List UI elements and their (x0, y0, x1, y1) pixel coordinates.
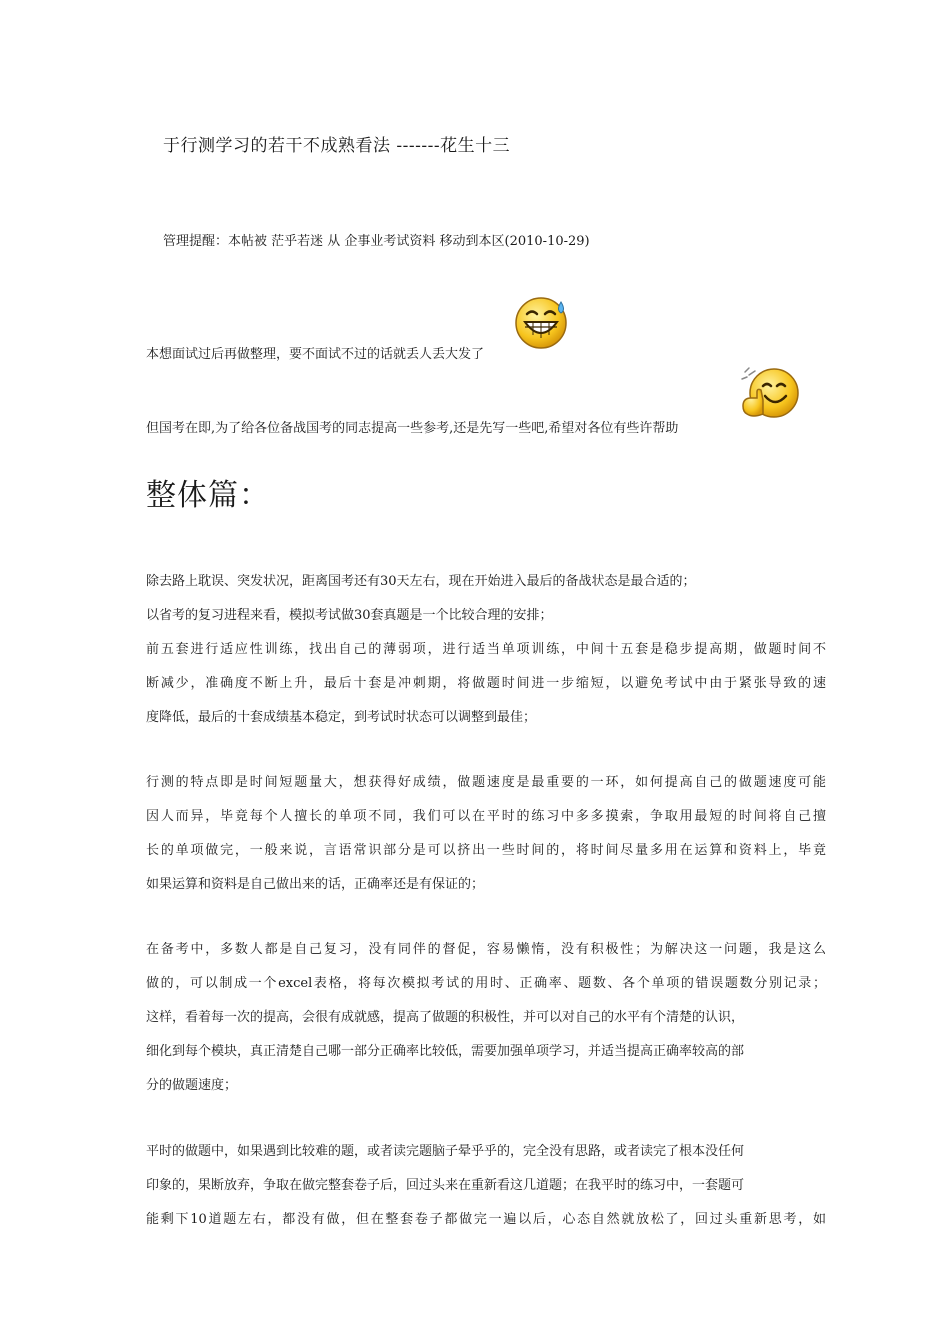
section-heading: 整体篇： (146, 478, 270, 513)
paragraph-line: 因人而异，毕竟每个人擅长的单项不同，我们可以在平时的练习中多多摸索，争取用最短的时间将自己擅 (146, 809, 826, 824)
paragraph-line: 分的做题速度； (146, 1078, 238, 1093)
paragraph-line: 长的单项做完，一般来说，言语常识部分是可以挤出一些时间的，将时间尽量多用在运算和资料上，毕竟 (146, 843, 826, 858)
admin-notice: 管理提醒：本帖被 茫乎若迷 从 企事业考试资料 移动到本区(2010-10-29) (163, 234, 590, 249)
paragraph-line: 断减少，准确度不断上升，最后十套是冲刺期，将做题时间进一步缩短，以避免考试中由于紧张导致的速 (146, 676, 826, 691)
paragraph-line: 除去路上耽误、突发状况，距离国考还有30天左右，现在开始进入最后的备战状态是最合适的； (146, 574, 696, 589)
thumbs-up-emoji-icon (739, 366, 801, 424)
paragraph-line: 平时的做题中，如果遇到比较难的题，或者读完题脑子晕乎乎的，完全没有思路，或者读完了根本没任何 (146, 1144, 745, 1159)
paragraph-line: 如果运算和资料是自己做出来的话，正确率还是有保证的； (146, 877, 485, 892)
paragraph-4 (146, 1135, 826, 1237)
paragraph-line: 度降低，最后的十套成绩基本稳定，到考试时状态可以调整到最佳； (146, 710, 537, 725)
paragraph-line: 前五套进行适应性训练，找出自己的薄弱项，进行适当单项训练，中间十五套是稳步提高期，做题时间不 (146, 642, 826, 657)
paragraph-line: 行测的特点即是时间短题量大，想获得好成绩，做题速度是最重要的一环，如何提高自己的做题速度可能 (146, 775, 826, 790)
paragraph-line: 在备考中，多数人都是自己复习，没有同伴的督促，容易懒惰，没有积极性；为解决这一问题，我是这么 (146, 942, 826, 957)
intro-line-2: 但国考在即,为了给各位备战国考的同志提高一些参考,还是先写一些吧,希望对各位有些许帮助 (146, 421, 679, 436)
paragraph-line: 细化到每个模块，真正清楚自己哪一部分正确率比较低，需要加强单项学习，并适当提高正确率较高的部 (146, 1044, 745, 1059)
paragraph-line: 印象的，果断放弃，争取在做完整套卷子后，回过头来在重新看这几道题；在我平时的练习中，一套题可 (146, 1178, 745, 1193)
paragraph-line: 能剩下10道题左右，都没有做，但在整套卷子都做完一遍以后，心态自然就放松了，回过头重新思考，如 (146, 1212, 826, 1227)
paragraph-1 (146, 565, 826, 735)
paragraph-line: 这样，看着每一次的提高，会很有成就感，提高了做题的积极性，并可以对自己的水平有个清楚的认识， (146, 1010, 745, 1025)
paragraph-3 (146, 933, 826, 1103)
paragraph-line: 以省考的复习进程来看，模拟考试做30套真题是一个比较合理的安排； (146, 608, 553, 623)
page-title: 于行测学习的若干不成熟看法 -------花生十三 (163, 136, 511, 156)
intro-line-1: 本想面试过后再做整理，要不面试不过的话就丢人丢大发了 (146, 347, 485, 362)
paragraph-line: 做的，可以制成一个excel表格，将每次模拟考试的用时、正确率、题数、各个单项的错误题数分别记录； (146, 976, 826, 991)
laughing-emoji-icon (514, 294, 570, 350)
paragraph-2 (146, 766, 826, 902)
